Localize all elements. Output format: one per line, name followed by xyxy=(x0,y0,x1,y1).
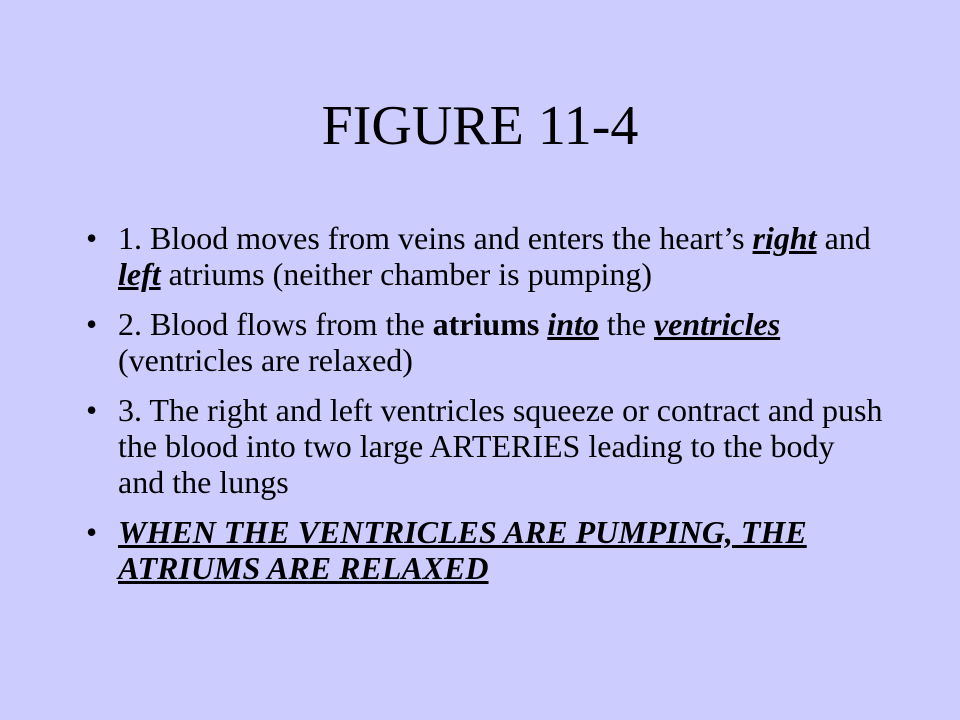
emphasis-into: into xyxy=(547,306,599,342)
emphasis-right: right xyxy=(752,220,817,256)
bullet-item xyxy=(86,306,886,378)
bullet-item xyxy=(86,220,886,292)
bullet-item xyxy=(86,514,886,586)
emphasis-left: left xyxy=(118,256,161,292)
bullet-item xyxy=(86,392,886,500)
bullet-text: (ventricles are relaxed) xyxy=(118,342,413,378)
bullet-text: and xyxy=(816,220,871,256)
bullet-text: 2. Blood flows from the xyxy=(118,306,433,342)
bullet-dot: • xyxy=(86,306,98,342)
emphasis-atriums: atriums xyxy=(432,306,540,342)
bullet-dot: • xyxy=(86,392,98,428)
bullet-text: 1. Blood moves from veins and enters the heart’s xyxy=(118,220,753,256)
bullet-dot: • xyxy=(86,514,98,550)
bullet-list xyxy=(86,220,886,600)
bullet-text: 3. The right and left ventricles squeeze or contract and push the blood into two large ARTERIES leading to the body and the lungs xyxy=(118,392,883,500)
bullet-emphasis-statement: WHEN THE VENTRICLES ARE PUMPING, THE ATRIUMS ARE RELAXED xyxy=(118,514,807,586)
bullet-text: the xyxy=(598,306,654,342)
bullet-dot: • xyxy=(86,220,98,256)
emphasis-ventricles: ventricles xyxy=(653,306,781,342)
bullet-text: atriums (neither chamber is pumping) xyxy=(160,256,653,292)
slide-title: FIGURE 11-4 xyxy=(321,95,639,157)
